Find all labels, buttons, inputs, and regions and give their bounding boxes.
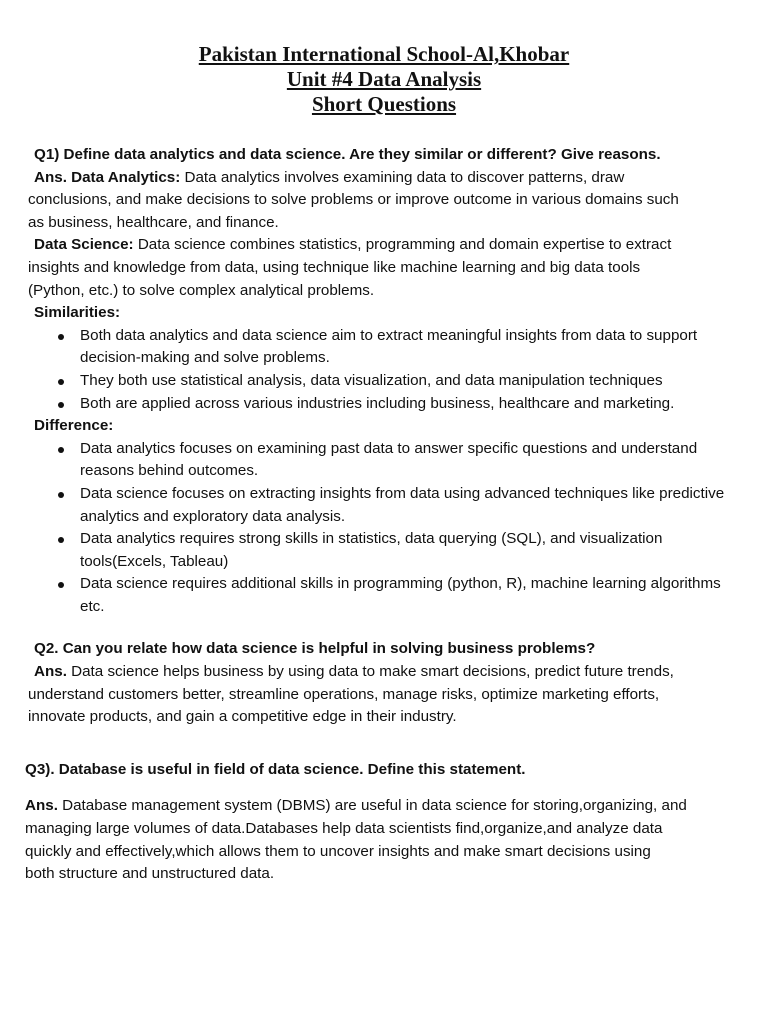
q1-analytics-text: Data analytics involves examining data to discover patterns, draw xyxy=(180,168,625,186)
list-item xyxy=(28,438,740,483)
list-item xyxy=(28,528,740,573)
q3-answer-line-2: managing large volumes of data.Databases help data scientists find,organize,and analyze data xyxy=(25,820,663,838)
q1-analytics-line-3: as business, healthcare, and finance. xyxy=(28,213,279,231)
q3-answer-text: Database management system (DBMS) are useful in data science for storing,organizing, and xyxy=(57,797,687,815)
list-item xyxy=(28,573,740,618)
section-title: Short Questions xyxy=(311,92,457,116)
q2-answer-line-3: innovate products, and gain a competitive edge in their industry. xyxy=(28,708,457,726)
bullet-icon xyxy=(58,582,64,588)
document-header xyxy=(0,42,768,117)
q3-answer-line-1 xyxy=(25,795,740,818)
q1-ans-label: Ans. Data Analytics: xyxy=(34,168,181,186)
difference-heading: Difference: xyxy=(34,417,114,435)
list-item-text: Data science requires additional skills in programming (python, R), machine learning algorithms etc. xyxy=(80,575,721,615)
q1-analytics-line-2: conclusions, and make decisions to solve problems or improve outcome in various domains such xyxy=(28,191,679,209)
question-2: Q2. Can you relate how data science is helpful in solving business problems? xyxy=(34,640,596,658)
list-item xyxy=(28,483,740,528)
list-item-text: Data science focuses on extracting insights from data using advanced techniques like predictive analytics and exploratory data analysis. xyxy=(80,484,725,525)
list-item xyxy=(28,370,740,393)
bullet-icon xyxy=(58,492,64,498)
q2-ans-label: Ans. xyxy=(34,663,67,681)
q1-science-text: Data science combines statistics, programming and domain expertise to extract xyxy=(133,236,672,254)
similarities-list xyxy=(28,325,740,415)
q3-ans-label: Ans. xyxy=(25,797,58,815)
q2-answer-text: Data science helps business by using data to make smart decisions, predict future trends, xyxy=(66,663,674,681)
q1-science-line-1 xyxy=(28,234,740,257)
list-item-text: Data analytics focuses on examining past data to answer specific questions and understand reasons behind outcomes. xyxy=(80,439,698,480)
document-body xyxy=(25,144,740,886)
bullet-icon xyxy=(58,334,64,340)
q3-answer-line-4: both structure and unstructured data. xyxy=(25,865,275,883)
similarities-heading: Similarities: xyxy=(34,304,121,322)
q1-science-line-2: insights and knowledge from data, using technique like machine learning and big data tools xyxy=(28,258,641,276)
list-item xyxy=(28,393,740,416)
list-item-text: Data analytics requires strong skills in statistics, data querying (SQL), and visualization tools(Excels, Tableau) xyxy=(80,530,663,570)
q1-analytics-line-1 xyxy=(28,167,740,190)
bullet-icon xyxy=(58,402,64,408)
list-item-text: Both data analytics and data science aim to extract meaningful insights from data to support decision-making and solve problems. xyxy=(80,326,698,367)
list-item-text: Both are applied across various industries including business, healthcare and marketing. xyxy=(80,394,675,412)
bullet-icon xyxy=(58,537,64,543)
unit-title: Unit #4 Data Analysis xyxy=(286,67,482,91)
q1-science-label: Data Science: xyxy=(34,236,134,254)
list-item-text: They both use statistical analysis, data visualization, and data manipulation techniques xyxy=(80,371,663,389)
bullet-icon xyxy=(58,379,64,385)
question-1: Q1) Define data analytics and data science. Are they similar or different? Give reasons. xyxy=(34,146,661,163)
q1-science-line-3: (Python, etc.) to solve complex analytical problems. xyxy=(28,281,375,299)
bullet-icon xyxy=(58,447,64,453)
q2-answer-line-1 xyxy=(28,661,740,684)
school-title: Pakistan International School-Al,Khobar xyxy=(198,42,570,66)
difference-list xyxy=(28,438,740,619)
q2-answer-line-2: understand customers better, streamline operations, manage risks, optimize marketing efforts, xyxy=(28,685,660,703)
question-3: Q3). Database is useful in field of data science. Define this statement. xyxy=(25,760,526,778)
q3-answer-line-3: quickly and effectively,which allows them to uncover insights and make smart decisions using xyxy=(25,842,651,860)
list-item xyxy=(28,325,740,370)
